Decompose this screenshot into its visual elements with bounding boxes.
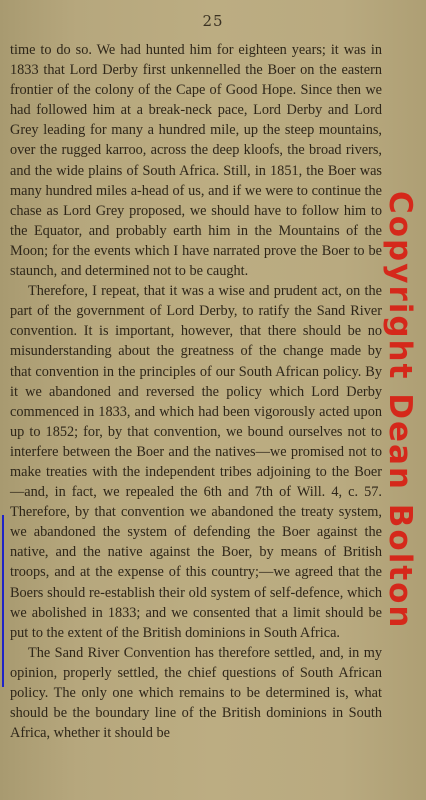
- copyright-watermark: [382, 30, 418, 790]
- paragraph-convention-settled: The Sand River Convention has therefore settled, and, in my opinion, properly settled, the chief questions of South African policy. The only one which remains to be determined is, what should be the boundary line of the British dominions in South Africa, whether it should be: [10, 644, 382, 742]
- body-text: [10, 40, 382, 743]
- paragraph-sand-river-ratification: Therefore, I repeat, that it was a wise and prudent act, on the part of the government of Lord Derby, to ratify the Sand River convention. It is important, however, that there should be no misunderstanding about the greatness of the change made by that convention in the principles of our South African policy. By it we abandoned and reversed the policy which Lord Derby commenced in 1833, and which had been vigorously acted upon up to 1852; for, by that convention, we bound ourselves not to interfere between the Boer and the natives—we promised not to make treaties with the independent tribes adjoining to the Boer—and, in fact, we repealed the 6th and 7th of Will. 4, c. 57. Therefore, by that convention we abandoned the treaty system, we abandoned the system of defending the Boer against the native, and the native against the Boer, by means of British troops, and at the expense of this country;—we agreed that the Boers should re-establish their old system of self-defence, which we abolished in 1833; and we consented that a limit should be put to the extent of the British dominions in South Africa.: [10, 283, 382, 641]
- paragraph-continued: time to do so. We had hunted him for eighteen years; it was in 1833 that Lord Derby first unkennelled the Boer on the eastern frontier of the colony of the Cape of Good Hope. Since then we had followed him at a break-neck pace, Lord Derby and Lord Grey leading for many a hundred mile, up the steep mountains, over the rugged karroo, across the deep kloofs, the broad rivers, and the wide plains of South Africa. Still, in 1851, the Boer was many hundred miles a-head of us, and if we were to continue the chase as Lord Grey proposed, we should have to follow him to the Equator, and probably earth him in the Mountains of the Moon; for the events which I have narrated prove the Boer to be staunch, and determined not to be caught.: [10, 42, 382, 280]
- watermark-text: Copyright Dean Bolton: [382, 190, 418, 630]
- margin-mark: [2, 515, 4, 687]
- page-number: 25: [202, 12, 224, 30]
